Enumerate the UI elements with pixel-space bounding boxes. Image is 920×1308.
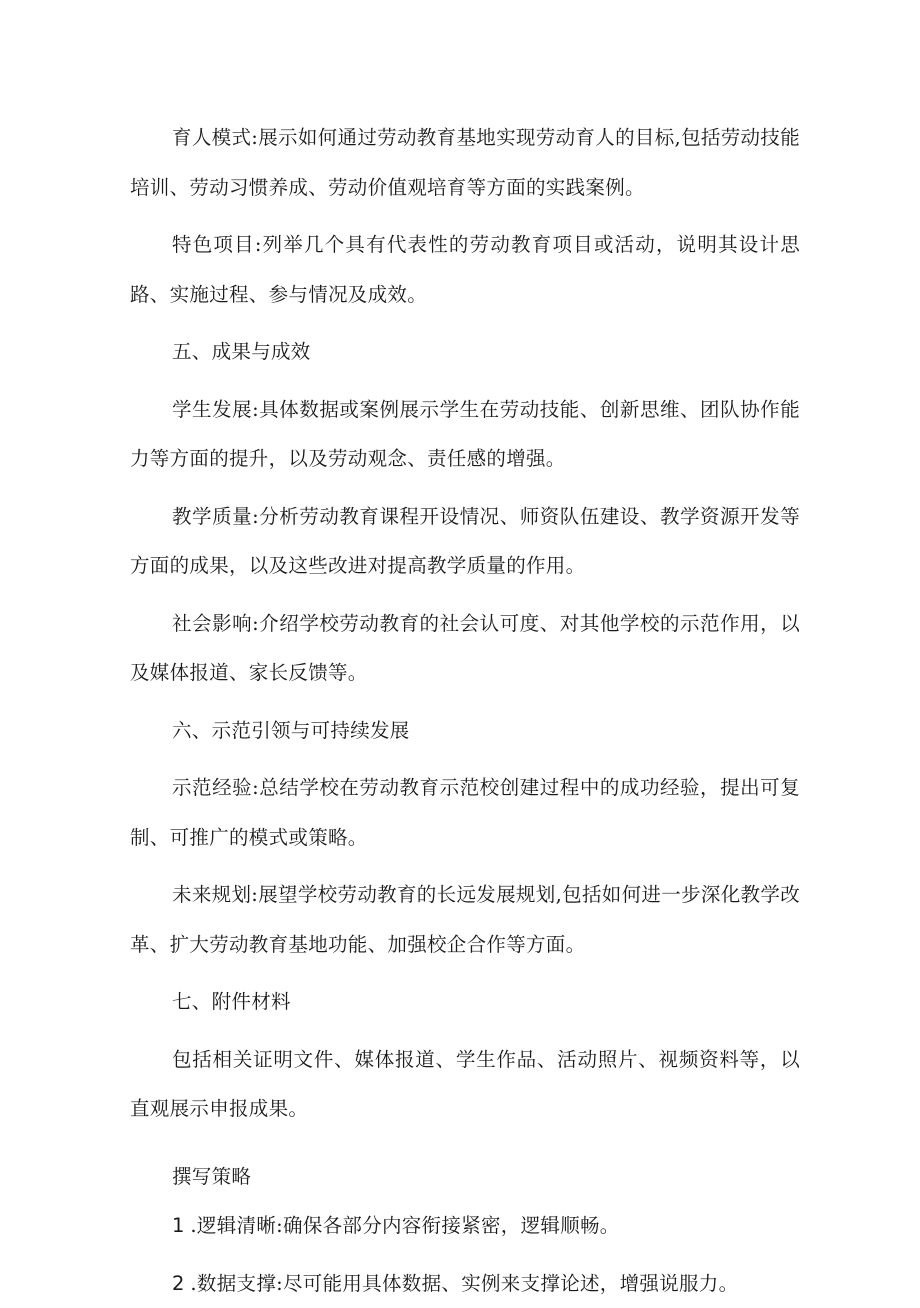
heading-section-7: 七、附件材料 xyxy=(130,977,800,1027)
spacer xyxy=(130,484,800,492)
para-tese-xiangmu: 特色项目:列举几个具有代表性的劳动教育项目或活动，说明其设计思路、实施过程、参与情况及成效。 xyxy=(130,220,800,319)
spacer xyxy=(130,1134,800,1152)
spacer xyxy=(130,862,800,870)
para-xuesheng-fazhan: 学生发展:具体数据或案例展示学生在劳动技能、创新思维、团队协作能力等方面的提升，以及劳动观念、责任感的增强。 xyxy=(130,385,800,484)
para-fujian-cailiao: 包括相关证明文件、媒体报道、学生作品、活动照片、视频资料等，以直观展示申报成果。 xyxy=(130,1035,800,1134)
heading-zhuanxie-celue: 撰写策略 xyxy=(130,1152,800,1202)
list-number: 1 xyxy=(172,1214,190,1237)
para-shehui-yingxiang: 社会影响:介绍学校劳动教育的社会认可度、对其他学校的示范作用，以及媒体报道、家长反馈等。 xyxy=(130,599,800,698)
para-jiaoxue-zhiliang: 教学质量:分析劳动教育课程开设情况、师资队伍建设、教学资源开发等方面的成果，以及这些改进对提高教学质量的作用。 xyxy=(130,492,800,591)
list-text: .逻辑清晰:确保各部分内容衔接紧密，逻辑顺畅。 xyxy=(190,1214,619,1237)
list-number: 2 xyxy=(172,1272,190,1295)
para-yuren-moshi: 育人模式:展示如何通过劳动教育基地实现劳动育人的目标,包括劳动技能培训、劳动习惯养成、劳动价值观培育等方面的实践案例。 xyxy=(130,113,800,212)
para-shifan-jingyan: 示范经验:总结学校在劳动教育示范校创建过程中的成功经验，提出可复制、可推广的模式或策略。 xyxy=(130,763,800,862)
heading-section-6: 六、示范引领与可持续发展 xyxy=(130,706,800,756)
spacer xyxy=(130,698,800,706)
para-weilai-guihua: 未来规划:展望学校劳动教育的长远发展规划,包括如何进一步深化教学改革、扩大劳动教育基地功能、加强校企合作等方面。 xyxy=(130,870,800,969)
spacer xyxy=(130,591,800,599)
spacer xyxy=(130,755,800,763)
spacer xyxy=(130,319,800,327)
spacer xyxy=(130,1027,800,1035)
heading-section-5: 五、成果与成效 xyxy=(130,327,800,377)
list-text: .数据支撑:尽可能用具体数据、实例来支撑论述，增强说服力。 xyxy=(190,1272,738,1295)
spacer xyxy=(130,1251,800,1259)
document-page xyxy=(130,113,800,1308)
spacer xyxy=(130,377,800,385)
spacer xyxy=(130,969,800,977)
spacer xyxy=(130,212,800,220)
list-item-1 xyxy=(130,1201,800,1251)
